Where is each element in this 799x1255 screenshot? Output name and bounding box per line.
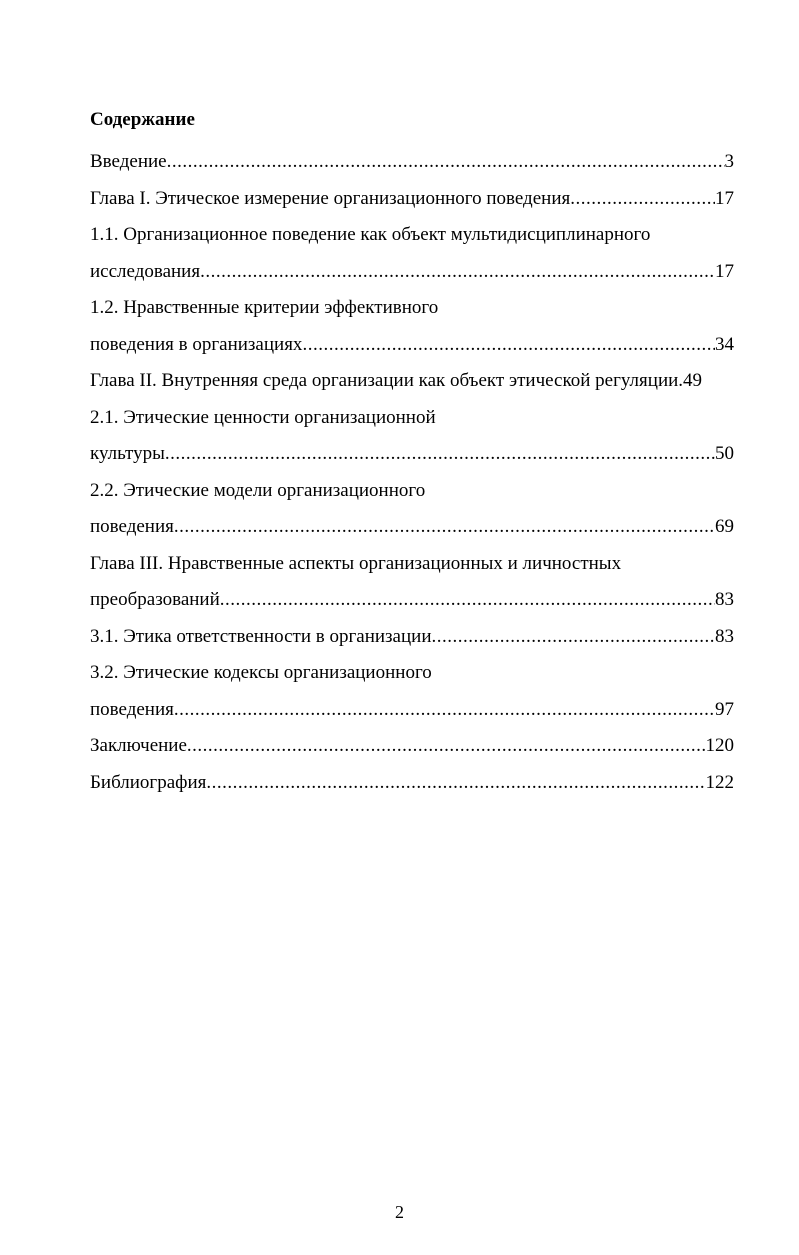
toc-entry-label: Заключение <box>90 735 187 756</box>
toc-entry-page: 83 <box>715 589 734 610</box>
toc-leader-dots <box>174 692 715 729</box>
toc-leader-dots <box>167 144 725 181</box>
toc-entry-page: 122 <box>705 771 734 793</box>
toc-entry-chapter-1[interactable] <box>90 181 734 218</box>
toc-entry-label: Глава III. Нравственные аспекты организационных и личностных <box>90 552 622 574</box>
toc-entry-conclusion[interactable] <box>90 728 734 765</box>
toc-entry-page: 50 <box>715 443 734 464</box>
toc-entry-section-1-2-cont[interactable] <box>90 327 734 364</box>
toc-entry-label: поведения в организациях <box>90 333 303 355</box>
toc-entry-chapter-3-cont[interactable] <box>90 582 734 619</box>
toc-entry-chapter-2[interactable] <box>90 363 734 400</box>
toc-entry-label: 1.1. Организационное поведение как объект мультидисциплинарного <box>90 224 651 245</box>
toc-leader-dots <box>206 765 705 802</box>
toc-leader-dots <box>570 181 715 218</box>
toc-entry-chapter-3[interactable] <box>90 546 734 583</box>
toc-entry-label: Библиография <box>90 771 207 793</box>
toc-entry-page: 83 <box>715 625 734 647</box>
table-of-contents <box>90 108 734 801</box>
toc-entry-page: 69 <box>715 516 734 537</box>
toc-leader-dots <box>302 327 715 364</box>
toc-leader-dots <box>187 728 706 765</box>
toc-entry-page: 49 <box>683 370 703 391</box>
toc-entry-label: поведения <box>90 516 174 537</box>
toc-entry-page: 97 <box>715 698 734 720</box>
toc-entry-label: Глава II. Внутренняя среда организации как объект этической регуляции. <box>90 370 684 391</box>
toc-entry-label: 3.2. Этические кодексы организационного <box>90 662 432 683</box>
toc-leader-dots <box>165 436 715 473</box>
toc-entry-section-3-2-cont[interactable] <box>90 692 734 729</box>
toc-entry-label: Введение <box>90 151 167 172</box>
toc-entry-page: 120 <box>705 735 734 756</box>
toc-entry-label: 1.2. Нравственные критерии эффективного <box>90 297 439 318</box>
toc-entry-label: 2.1. Этические ценности организационной <box>90 406 436 428</box>
toc-entry-label: преобразований <box>90 589 220 610</box>
toc-entry-label: 3.1. Этика ответственности в организации <box>90 625 432 647</box>
toc-entry-section-2-2-cont[interactable] <box>90 509 734 546</box>
toc-entry-section-2-1[interactable] <box>90 400 734 437</box>
toc-title: Содержание <box>90 109 195 130</box>
toc-entry-label: поведения <box>90 698 174 720</box>
toc-entry-page: 17 <box>715 260 734 282</box>
toc-entry-label: исследования <box>90 260 201 282</box>
toc-entry-page: 17 <box>715 187 734 209</box>
toc-entry-section-2-1-cont[interactable] <box>90 436 734 473</box>
toc-entry-section-3-1[interactable] <box>90 619 734 656</box>
toc-entry-introduction[interactable] <box>90 144 734 181</box>
toc-leader-dots <box>432 619 716 656</box>
toc-leader-dots <box>174 509 715 546</box>
toc-entry-page: 3 <box>724 151 734 172</box>
page-number: 2 <box>395 1202 404 1222</box>
toc-entry-section-1-2[interactable] <box>90 290 734 327</box>
toc-entry-label: 2.2. Этические модели организационного <box>90 479 426 501</box>
toc-entry-section-1-1[interactable] <box>90 217 734 254</box>
toc-entry-section-3-2[interactable] <box>90 655 734 692</box>
toc-leader-dots <box>200 254 715 291</box>
toc-entry-page: 34 <box>715 333 734 355</box>
toc-entry-label: Глава I. Этическое измерение организационного поведения <box>90 187 571 209</box>
toc-leader-dots <box>220 582 715 619</box>
toc-entry-label: культуры <box>90 443 165 464</box>
toc-entry-section-1-1-cont[interactable] <box>90 254 734 291</box>
toc-entry-bibliography[interactable] <box>90 765 734 802</box>
toc-entry-section-2-2[interactable] <box>90 473 734 510</box>
